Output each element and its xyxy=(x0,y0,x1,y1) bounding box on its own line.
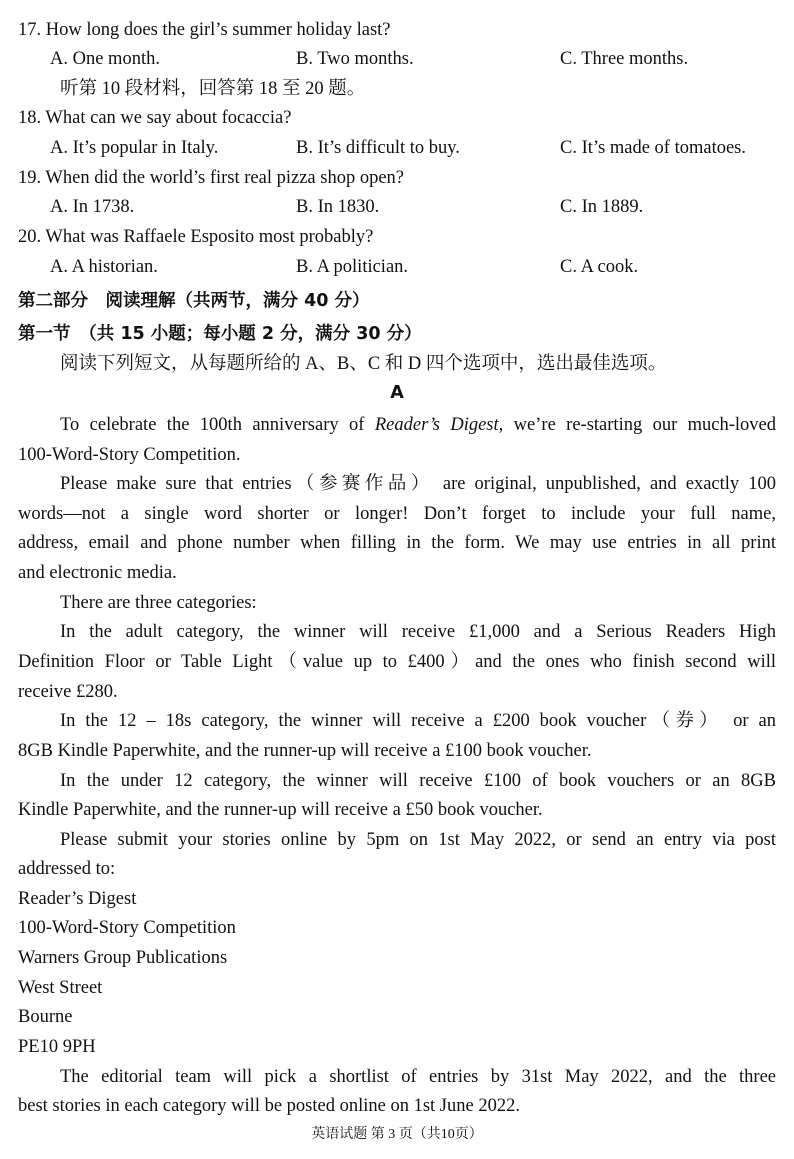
paragraph-1-line-2: 100-Word-Story Competition. xyxy=(18,445,241,465)
paragraph-2-line-1: Please make sure that entries（参赛作品） are original, unpublished, and exactly 100 xyxy=(60,474,776,494)
p1-text-a: To celebrate the 100th anniversary of xyxy=(60,415,365,435)
q20-option-a: A. A historian. xyxy=(50,257,158,277)
paragraph-8-line-2: best stories in each category will be posted online on 1st June 2022. xyxy=(18,1096,520,1116)
question-19-stem: 19. When did the world’s first real pizza shop open? xyxy=(18,168,404,188)
paragraph-2-line-2: words—not a single word shorter or longer! Don’t forget to include your full name, xyxy=(18,504,776,524)
q19-option-b: B. In 1830. xyxy=(296,197,380,217)
q18-option-a: A. It’s popular in Italy. xyxy=(50,138,219,158)
listening-instruction: 听第 10 段材料，回答第 18 至 20 题。 xyxy=(60,79,366,99)
paragraph-8-line-1: The editorial team will pick a shortlist of entries by 31st May 2022, and the three xyxy=(60,1067,776,1087)
q17-option-b: B. Two months. xyxy=(296,49,414,69)
question-18-stem: 18. What can we say about focaccia? xyxy=(18,108,292,128)
paragraph-7-line-2: addressed to: xyxy=(18,859,116,879)
paragraph-7-line-1: Please submit your stories online by 5pm on 1st May 2022, or send an entry via post xyxy=(60,830,776,850)
address-line: PE10 9PH xyxy=(18,1037,96,1057)
paragraph-6-line-1: In the under 12 category, the winner will receive £100 of book vouchers or an 8GB xyxy=(60,771,776,791)
q18-option-b: B. It’s difficult to buy. xyxy=(296,138,460,158)
paragraph-4-line-1: In the adult category, the winner will receive £1,000 and a Serious Readers High xyxy=(60,622,776,642)
address-line: Warners Group Publications xyxy=(18,948,228,968)
page-footer: 英语试题 第 3 页（共10页） xyxy=(311,1127,483,1142)
paragraph-1-line-1 xyxy=(60,413,776,437)
magazine-title: Reader’s Digest xyxy=(374,415,499,435)
q20-option-b: B. A politician. xyxy=(296,257,409,277)
p1-text-b: , we’re re-starting our much-loved xyxy=(498,415,777,435)
reading-instruction: 阅读下列短文，从每题所给的 A、B、C 和 D 四个选项中，选出最佳选项。 xyxy=(60,354,667,374)
paragraph-5-line-1: In the 12 – 18s category, the winner will receive a £200 book voucher（券） or an xyxy=(60,711,776,731)
paragraph-4-line-2: Definition Floor or Table Light（value up to £400）and the ones who finish second will xyxy=(18,652,776,672)
address-line: 100-Word-Story Competition xyxy=(18,918,236,938)
question-17-stem: 17. How long does the girl’s summer holiday last? xyxy=(18,20,391,40)
part-two-heading: 第二部分 阅读理解（共两节，满分 40 分） xyxy=(18,291,370,311)
address-line: Bourne xyxy=(18,1007,73,1027)
q17-option-c: C. Three months. xyxy=(560,49,689,69)
paragraph-4-line-3: receive £280. xyxy=(18,682,118,702)
paragraph-5-line-2: 8GB Kindle Paperwhite, and the runner-up will receive a £100 book voucher. xyxy=(18,741,592,761)
q19-option-a: A. In 1738. xyxy=(50,197,135,217)
paragraph-2-line-4: and electronic media. xyxy=(18,563,177,583)
paragraph-2-line-3: address, email and phone number when filling in the form. We may use entries in all print xyxy=(18,533,776,553)
section-one-heading: 第一节 （共 15 小题；每小题 2 分，满分 30 分） xyxy=(18,324,422,344)
q17-option-a: A. One month. xyxy=(50,49,160,69)
address-line: West Street xyxy=(18,978,103,998)
q20-option-c: C. A cook. xyxy=(560,257,639,277)
paragraph-6-line-2: Kindle Paperwhite, and the runner-up will receive a £50 book voucher. xyxy=(18,800,543,820)
address-line: Reader’s Digest xyxy=(18,889,137,909)
q18-option-c: C. It’s made of tomatoes. xyxy=(560,138,746,158)
question-20-stem: 20. What was Raffaele Esposito most probably? xyxy=(18,227,374,247)
passage-label: A xyxy=(390,383,404,403)
q19-option-c: C. In 1889. xyxy=(560,197,644,217)
paragraph-3: There are three categories: xyxy=(60,593,257,613)
